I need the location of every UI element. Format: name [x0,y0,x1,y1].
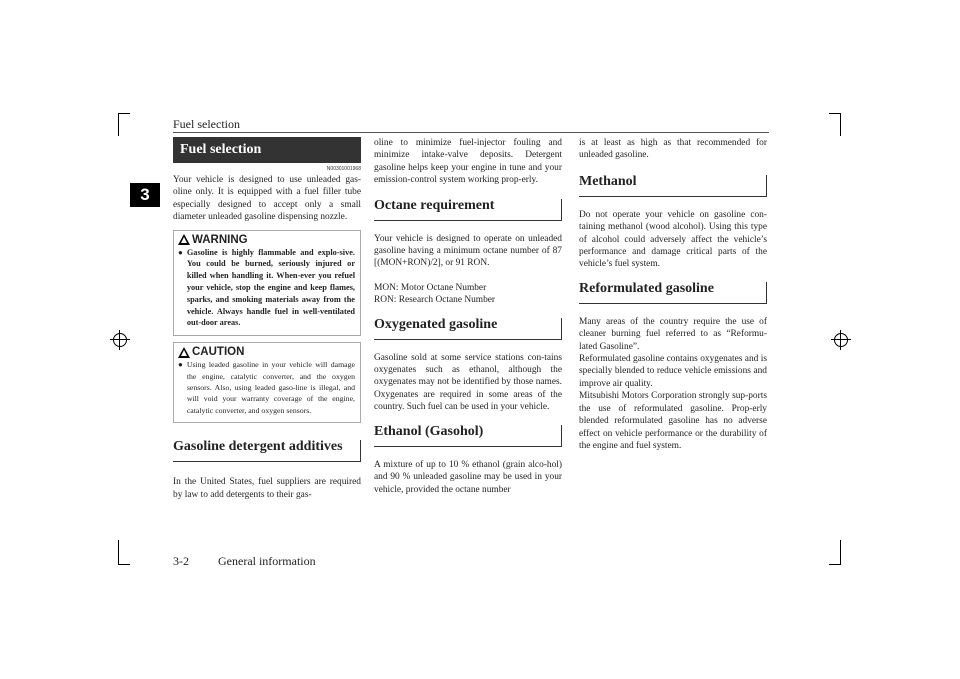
section-heading-ethanol: Ethanol (Gasohol) [374,420,562,447]
warning-title: WARNING [192,233,248,246]
chapter-tab: 3 [130,183,160,207]
crop-mark [840,113,841,136]
bullet-icon: ● [178,360,183,370]
section-heading-detergent: Gasoline detergent additives [173,435,361,462]
footer-page-number: 3-2 [173,554,189,568]
detergent-continuation: oline to minimize fuel-injector fouling and minimize intake-valve deposits. Detergent gasoline helps keep your engine in tune and your emission-control system working prop-erly. [374,138,562,186]
crop-mark [118,113,119,136]
caution-box [173,342,361,423]
crop-mark [829,113,841,114]
document-code: N00301001968 [326,166,361,172]
intro-paragraph: Your vehicle is designed to use unleaded gas-oline only. It is equipped with a fuel filler tube especially designed to accept only a small diameter unleaded gasoline dispensing nozzle. [173,175,361,223]
mon-definition: MON: Motor Octane Number [374,282,487,293]
column-3 [579,137,767,452]
warning-triangle-icon [178,234,190,245]
header-rule [173,132,769,133]
ethanol-paragraph: A mixture of up to 10 % ethanol (grain alco-hol) and 90 % unleaded gasoline may be used in your vehicle, provided the octane number [374,459,562,495]
oxygenated-paragraph: Gasoline sold at some service stations con-tains oxygenates such as ethanol, although the oxygenates may not be identified by those names. Oxygenates are required in some areas of the country. Such fuel can be used in your vehicle. [374,352,562,413]
section-heading-fuel-selection: Fuel selection [173,137,361,163]
caution-header [178,346,355,358]
caution-title: CAUTION [192,346,245,359]
crop-mark [118,564,130,565]
warning-box [173,230,361,337]
section-heading-oxygenated: Oxygenated gasoline [374,313,562,340]
reformulated-paragraph-3: Mitsubishi Motors Corporation strongly sup-ports the use of reformulated gasoline. Prop-erly blended reformulated gasoline has no adverse effect on vehicle performance or the durability of the engine and fuel system. [579,391,767,451]
reformulated-paragraph-2: Reformulated gasoline contains oxygenates and is specially blended to reduce vehicle emissions and improve air quality. [579,354,767,389]
crop-mark [118,113,130,114]
section-heading-methanol: Methanol [579,170,767,197]
column-1 [173,137,361,501]
caution-triangle-icon [178,347,190,358]
bullet-icon: ● [178,247,183,257]
warning-header [178,234,355,246]
section-heading-octane: Octane requirement [374,194,562,221]
detergent-paragraph: In the United States, fuel suppliers are required by law to add detergents to their gas- [173,477,361,500]
crop-mark [118,540,119,565]
methanol-paragraph: Do not operate your vehicle on gasoline con-taining methanol (wood alcohol). Using this type of alcohol could adversely affect the vehicle’s performance and damage critical parts of the vehicle’s fuel system. [579,209,767,270]
column-2 [374,137,562,496]
ethanol-continuation: is at least as high as that recommended for unleaded gasoline. [579,138,767,161]
octane-paragraph: Your vehicle is designed to operate on unleaded gasoline having a minimum octane number of 87 [(MON+RON)/2], or 91 RON. [374,233,562,269]
crop-mark [829,564,841,565]
registration-mark [113,333,127,347]
reformulated-paragraph-1: Many areas of the country require the use of cleaner burning fuel referred to as “Reformu-lated Gasoline”. [579,316,767,352]
registration-mark [834,333,848,347]
caution-text: Using leaded gasoline in your vehicle will damage the engine, catalytic converter, and the oxygen sensors. Also, using leaded gaso-line is illegal, and will void your warranty coverage of the engine, catalytic converter, and oxygen sensors. [186,360,355,415]
crop-mark [840,540,841,565]
footer-section-name: General information [218,554,316,568]
section-heading-reformulated: Reformulated gasoline [579,277,767,304]
page-header-title: Fuel selection [173,117,240,131]
ron-definition: RON: Research Octane Number [374,295,496,306]
warning-text: Gasoline is highly flammable and explo-sive. You could be burned, seriously injured or killed when handling it. When-ever you refuel your vehicle, stop the engine and keep flames, sparks, and smoking materials away from the vehicle. Always handle fuel in well-ventilated out-door areas. [186,247,355,328]
